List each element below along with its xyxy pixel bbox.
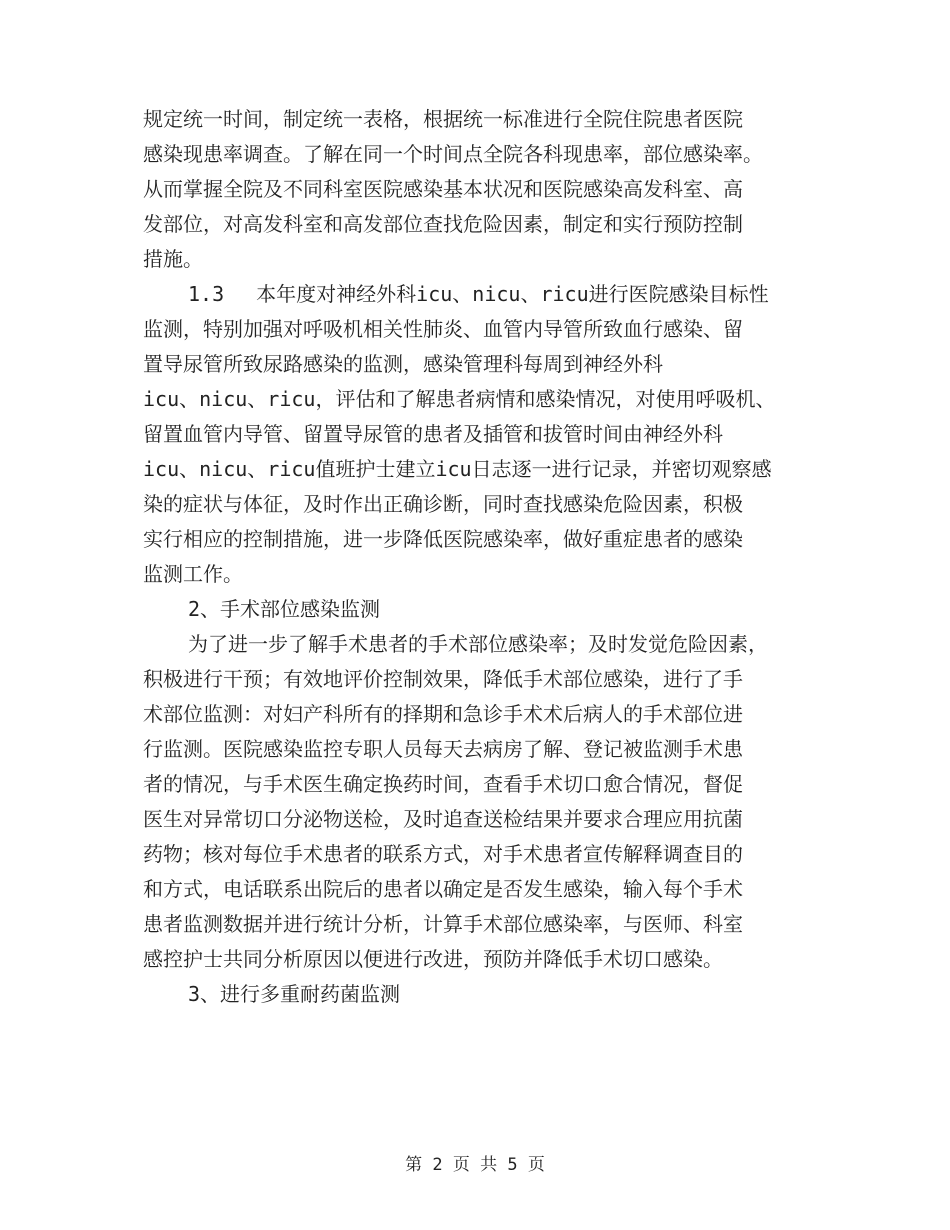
text-line: 规定统一时间，制定统一表格，根据统一标准进行全院住院患者医院 (143, 107, 743, 131)
text-line: 患者监测数据并进行统计分析，计算手术部位感染率，与医师、科室 (143, 912, 743, 936)
text-line: 者的情况，与手术医生确定换药时间，查看手术切口愈合情况，督促 (143, 772, 743, 796)
text-line: 1.3 本年度对神经外科icu、nicu、ricu进行医院感染目标性 (188, 282, 769, 306)
text-line: 留置血管内导管、留置导尿管的患者及插管和拔管时间由神经外科 (143, 422, 723, 446)
text-line: 置导尿管所致尿路感染的监测，感染管理科每周到神经外科 (143, 352, 663, 376)
text-line: icu、nicu、ricu值班护士建立icu日志逐一进行记录，并密切观察感 (143, 457, 772, 481)
text-line: 监测，特别加强对呼吸机相关性肺炎、血管内导管所致血行感染、留 (143, 317, 743, 341)
text-line: 措施。 (143, 247, 203, 271)
text-line: 从而掌握全院及不同科室医院感染基本状况和医院感染高发科室、高 (143, 177, 743, 201)
text-line: 行监测。医院感染监控专职人员每天去病房了解、登记被监测手术患 (143, 737, 743, 761)
text-line: icu、nicu、ricu，评估和了解患者病情和感染情况，对使用呼吸机、 (143, 387, 776, 411)
text-line: 感控护士共同分析原因以便进行改进，预防并降低手术切口感染。 (143, 947, 723, 971)
text-line: 术部位监测：对妇产科所有的择期和急诊手术术后病人的手术部位进 (143, 702, 743, 726)
text-line: 为了进一步了解手术患者的手术部位感染率；及时发觉危险因素， (188, 632, 768, 656)
page-number: 第 2 页 共 5 页 (405, 1155, 545, 1175)
text-line: 监测工作。 (143, 562, 243, 586)
text-line: 和方式，电话联系出院后的患者以确定是否发生感染，输入每个手术 (143, 877, 743, 901)
text-line: 积极进行干预；有效地评价控制效果，降低手术部位感染，进行了手 (143, 667, 743, 691)
section-heading: 2、手术部位感染监测 (188, 597, 381, 621)
text-line: 实行相应的控制措施，进一步降低医院感染率，做好重症患者的感染 (143, 527, 743, 551)
text-line: 染的症状与体征，及时作出正确诊断，同时查找感染危险因素，积极 (143, 492, 743, 516)
text-line: 医生对异常切口分泌物送检，及时追查送检结果并要求合理应用抗菌 (143, 807, 743, 831)
document-body (143, 102, 808, 1012)
text-line: 发部位，对高发科室和高发部位查找危险因素，制定和实行预防控制 (143, 212, 743, 236)
text-line: 感染现患率调查。了解在同一个时间点全院各科现患率，部位感染率。 (143, 142, 763, 166)
section-heading: 3、进行多重耐药菌监测 (188, 982, 401, 1006)
text-line: 药物；核对每位手术患者的联系方式，对手术患者宣传解释调查目的 (143, 842, 743, 866)
